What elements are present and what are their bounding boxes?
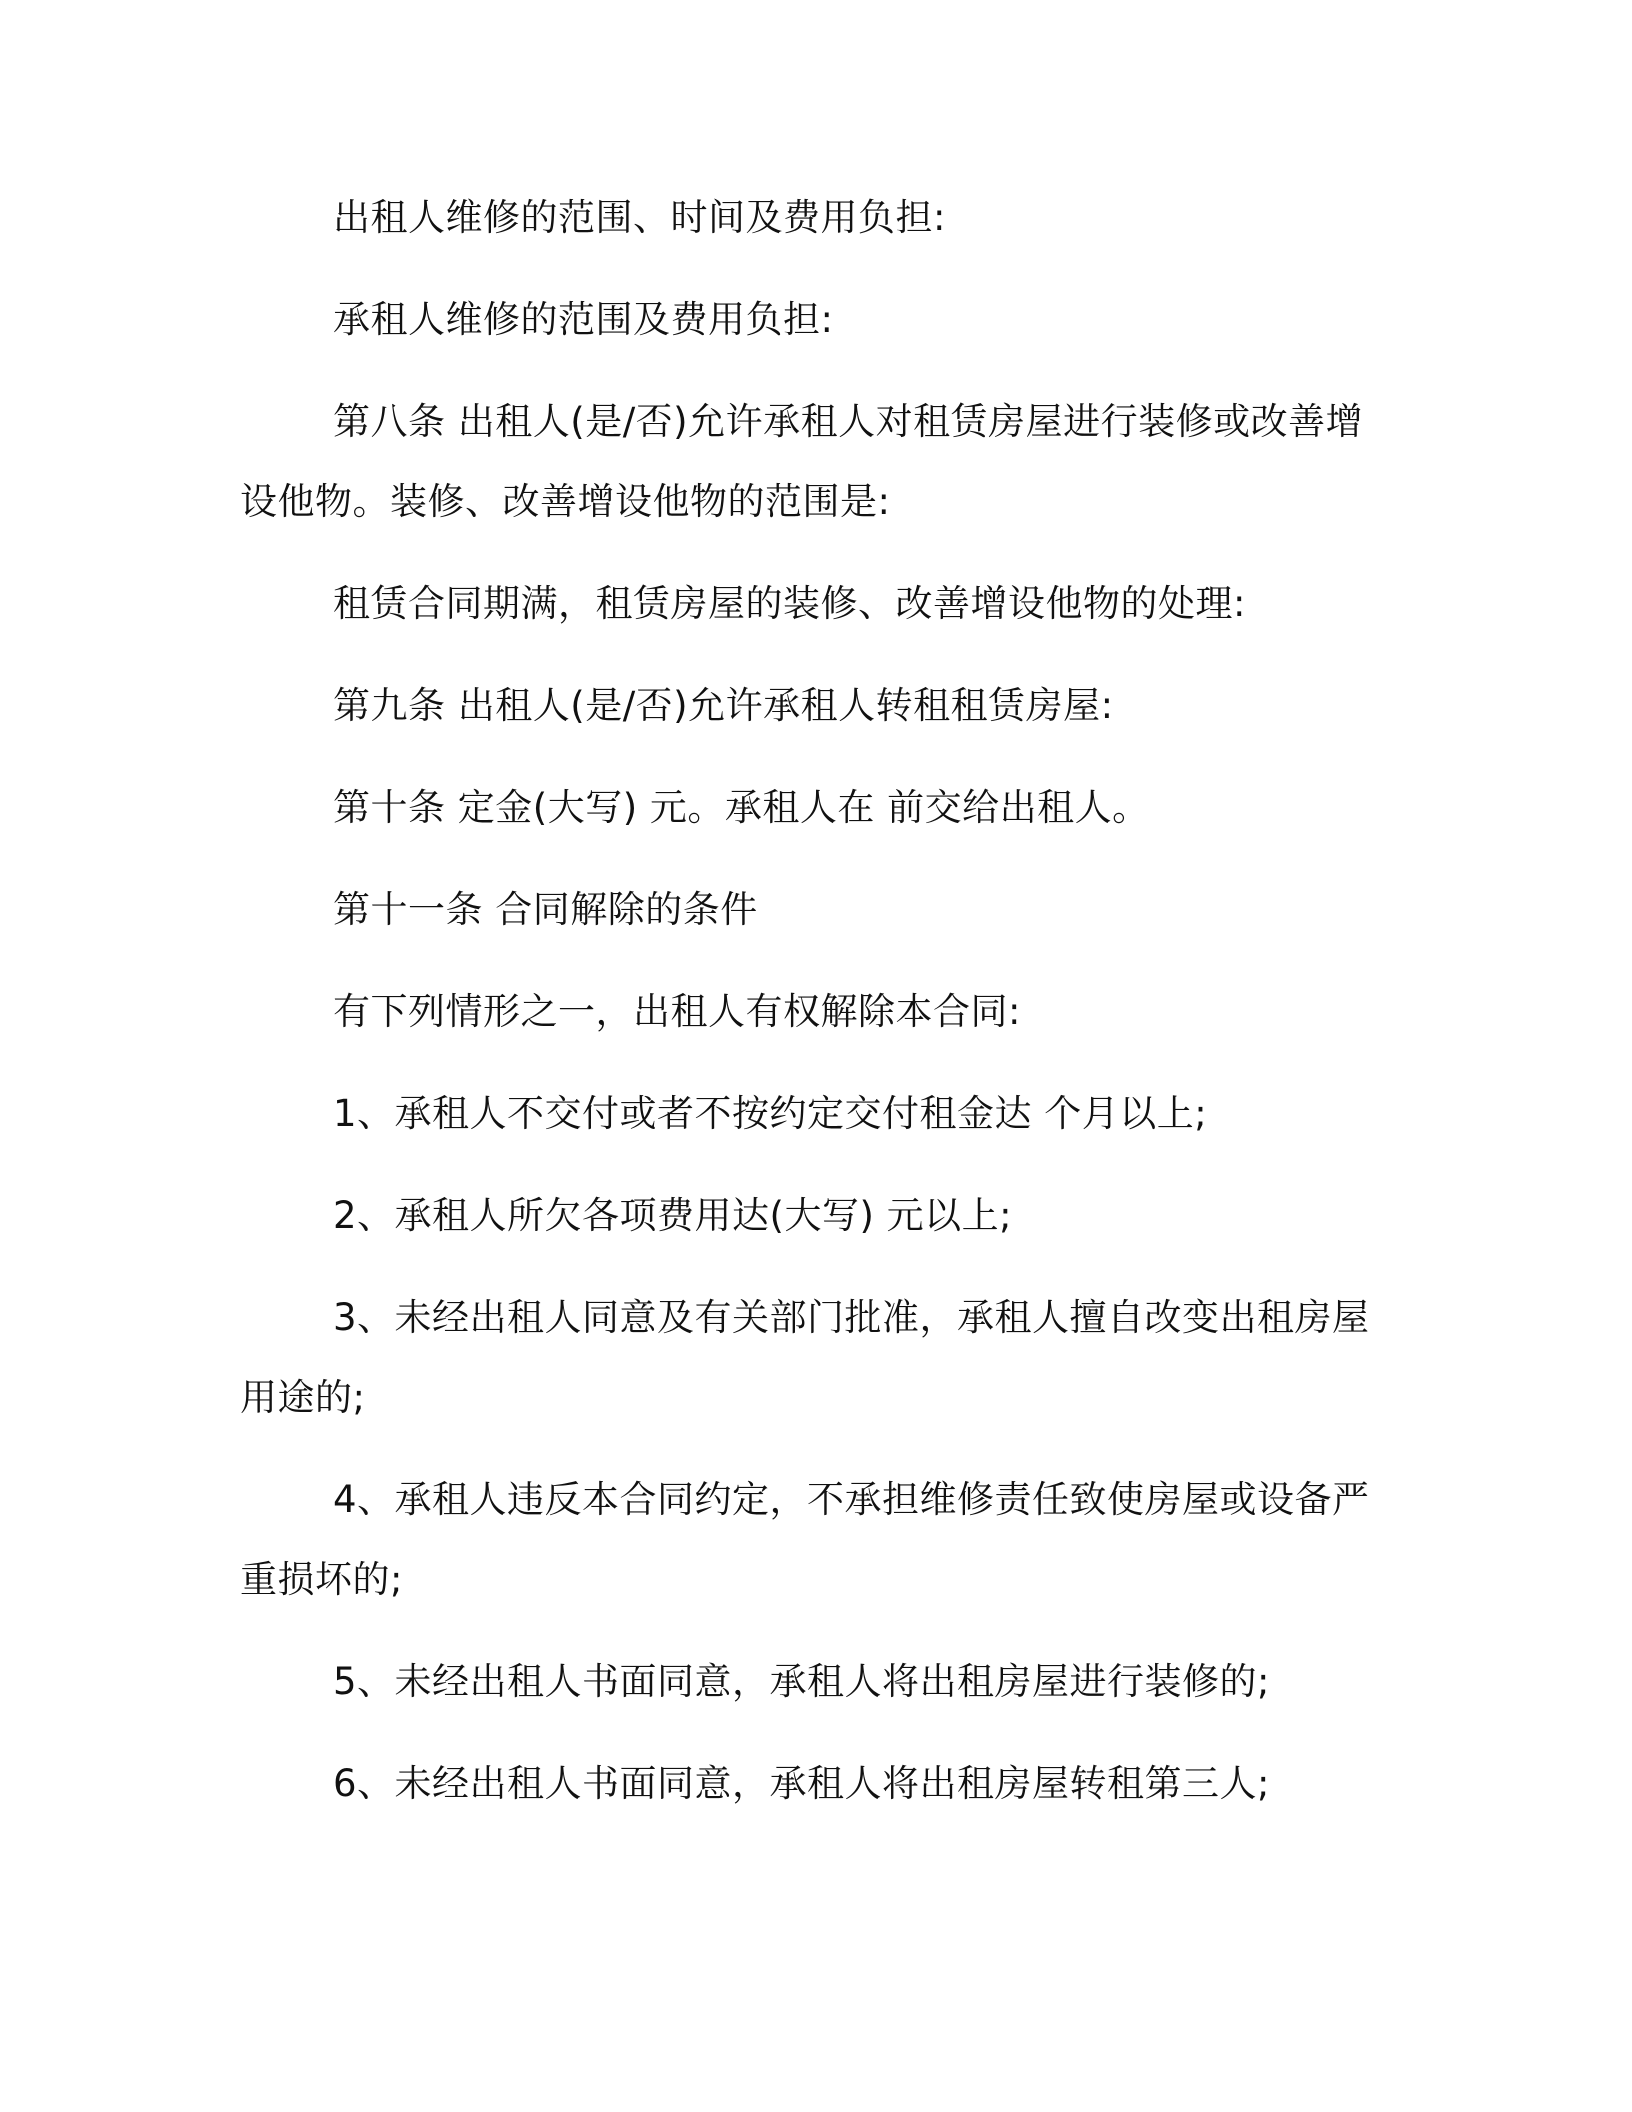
paragraph-article-10: 第十条 定金(大写) 元。承租人在 前交给出租人。 <box>333 786 1150 829</box>
paragraph-article-11: 第十一条 合同解除的条件 <box>333 888 758 931</box>
list-item-4-line-1: 4、承租人违反本合同约定，不承担维修责任致使房屋或设备严 <box>333 1478 1370 1521</box>
paragraph-termination-intro: 有下列情形之一，出租人有权解除本合同: <box>333 990 1021 1033</box>
paragraph-lease-expiry: 租赁合同期满，租赁房屋的装修、改善增设他物的处理: <box>333 582 1246 625</box>
paragraph-lessor-repair: 出租人维修的范围、时间及费用负担: <box>333 196 946 239</box>
paragraph-article-9: 第九条 出租人(是/否)允许承租人转租租赁房屋: <box>333 684 1114 727</box>
list-item-4-line-2: 重损坏的; <box>240 1558 403 1601</box>
list-item-6: 6、未经出租人书面同意，承租人将出租房屋转租第三人; <box>333 1762 1271 1805</box>
paragraph-article-8-line-2: 设他物。装修、改善增设他物的范围是: <box>240 480 891 523</box>
list-item-1: 1、承租人不交付或者不按约定交付租金达 个月以上; <box>333 1092 1208 1135</box>
paragraph-lessee-repair: 承租人维修的范围及费用负担: <box>333 298 834 341</box>
list-item-3-line-1: 3、未经出租人同意及有关部门批准，承租人擅自改变出租房屋 <box>333 1296 1370 1339</box>
list-item-5: 5、未经出租人书面同意，承租人将出租房屋进行装修的; <box>333 1660 1271 1703</box>
list-item-2: 2、承租人所欠各项费用达(大写) 元以上; <box>333 1194 1013 1237</box>
list-item-3-line-2: 用途的; <box>240 1376 366 1419</box>
paragraph-article-8-line-1: 第八条 出租人(是/否)允许承租人对租赁房屋进行装修或改善增 <box>333 400 1364 443</box>
